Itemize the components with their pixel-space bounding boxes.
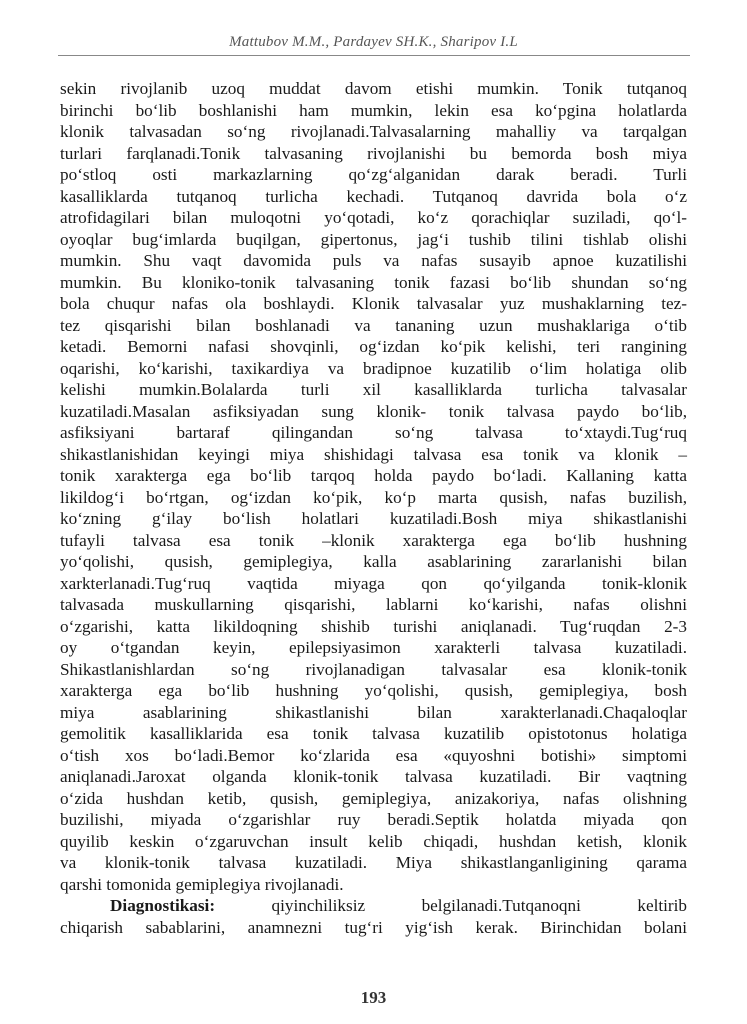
text-line: birinchi bo‘lib boshlanishi ham mumkin, lekin esa ko‘pgina holatlarda xyxy=(60,100,687,120)
text-line: turlari farqlanadi.Tonik talvasaning rivojlanishi bu bemorda bosh miya xyxy=(60,143,687,163)
text-line: ketadi. Bemorni nafasi shovqinli, og‘izdan ko‘pik kelishi, teri rangining xyxy=(60,337,687,356)
text-line: mumkin. Bu kloniko-tonik talvasaning tonik fazasi bo‘lib shundan so‘ng xyxy=(60,272,687,292)
text-line: klonik talvasadan so‘ng rivojlanadi.Talvasalarning mahalliy va tarqalgan xyxy=(60,122,687,141)
text-line: buzilishi, miyada o‘zgarishlar ruy beradi.Septik holatda miyada qon xyxy=(60,810,687,829)
text-line: mumkin. Shu vaqt davomida puls va nafas susayib apnoe kuzatilishi xyxy=(60,251,687,270)
text-line: asfiksiyani bartaraf qilingandan so‘ng talvasa to‘xtaydi.Tug‘ruq xyxy=(60,423,687,442)
text-line: o‘zgarishi, katta likildoqning shishib turishi aniqlanadi. Tug‘ruqdan 2-3 xyxy=(60,616,687,636)
text-line: gemolitik kasalliklarida esa tonik talvasa kuzatilib opistotonus holatiga xyxy=(60,724,687,743)
text-line: va klonik-tonik talvasa kuzatiladi. Miya shikastlanganligining qarama xyxy=(60,853,687,872)
text-line: oy o‘tgandan keyin, epilepsiyasimon xarakterli talvasa kuzatiladi. xyxy=(60,638,687,657)
text-line: oqarishi, ko‘karishi, taxikardiya va bradipnoe kuzatilib o‘lim holatiga olib xyxy=(60,358,687,378)
text-line: Shikastlanishlardan so‘ng rivojlanadigan talvasalar esa klonik-tonik xyxy=(60,659,687,679)
text-line: oyoqlar bug‘imlarda buqilgan, gipertonus, jag‘i tushib tilini tishlab olishi xyxy=(60,229,687,249)
diagnostics-line xyxy=(60,895,687,917)
text-line: ko‘zning g‘ilay bo‘lish holatlari kuzatiladi.Bosh miya shikastlanishi xyxy=(60,509,687,528)
text-line: kelishi mumkin.Bolalarda turli xil kasalliklarda turlicha talvasalar xyxy=(60,380,687,399)
text-line: aniqlanadi.Jaroxat olganda klonik-tonik talvasa kuzatiladi. Bir vaqtning xyxy=(60,767,687,786)
text-line: yo‘qolishi, qusish, gemiplegiya, kalla asablarining zararlanishi bilan xyxy=(60,552,687,571)
text-line: kuzatiladi.Masalan asfiksiyadan sung klonik- tonik talvasa paydo bo‘lib, xyxy=(60,401,687,421)
text-line: xarkterlanadi.Tug‘ruq vaqtida miyaga qon qo‘yilganda tonik-klonik xyxy=(60,573,687,593)
text-line: xarakterga ega bo‘lib hushning yo‘qolishi, qusish, gemiplegiya, bosh xyxy=(60,681,687,700)
text-line: tez qisqarishi bilan boshlanadi va tananing uzun mushaklariga o‘tib xyxy=(60,315,687,335)
text-line: qarshi tomonida gemiplegiya rivojlanadi. xyxy=(60,874,344,894)
text-line: quyilib keskin o‘zgaruvchan insult kelib chiqadi, hushdan ketish, klonik xyxy=(60,831,687,851)
text-line: bola chuqur nafas ola boshlaydi. Klonik talvasalar yuz mushaklarning tez- xyxy=(60,294,687,313)
text-line: tufayli talvasa esa tonik –klonik xarakterga ega bo‘lib hushning xyxy=(60,530,687,550)
text-line: po‘stloq osti markazlarning qo‘zg‘alganidan darak beradi. Turli xyxy=(60,165,687,184)
text-line: miya asablarining shikastlanishi bilan xarakterlanadi.Chaqaloqlar xyxy=(60,702,687,722)
header-rule xyxy=(58,55,690,56)
page-number: 193 xyxy=(360,988,387,1007)
text-line: atrofidagilari bilan muloqotni yo‘qotadi, ko‘z qorachiqlar suziladi, qo‘l- xyxy=(60,208,687,227)
text-line: shikastlanishidan keyingi miya shishidagi talvasa esa tonik va klonik – xyxy=(60,444,687,464)
text-line: sekin rivojlanib uzoq muddat davom etishi mumkin. Tonik tutqanoq xyxy=(60,79,687,98)
running-head: Mattubov M.M., Pardayev SH.K., Sharipov I.L xyxy=(229,34,518,50)
diagnostics-text: qiyinchiliksiz belgilanadi.Tutqanoqni keltirib xyxy=(271,896,687,915)
text-line: talvasada muskullarning qisqarishi, lablarni ko‘karishi, nafas olishni xyxy=(60,595,687,614)
text-line: o‘tish xos bo‘ladi.Bemor ko‘zlarida esa «quyoshni botishi» simptomi xyxy=(60,745,687,765)
diagnostics-heading: Diagnostikasi: xyxy=(110,896,216,915)
text-line: chiqarish sabablarini, anamnezni tug‘ri yig‘ish kerak. Birinchidan bolani xyxy=(60,917,687,937)
body-text xyxy=(60,78,687,938)
text-line: o‘zida hushdan ketib, qusish, gemiplegiya, anizakoriya, nafas olishning xyxy=(60,788,687,808)
text-line: tonik xarakterga ega bo‘lib tarqoq holda paydo bo‘ladi. Kallaning katta xyxy=(60,466,687,485)
text-line: likildog‘i bo‘rtgan, og‘izdan ko‘pik, ko‘p marta qusish, nafas buzilish, xyxy=(60,487,687,507)
text-line: kasalliklarda tutqanoq turlicha kechadi. Tutqanoq davrida bola o‘z xyxy=(60,186,687,206)
